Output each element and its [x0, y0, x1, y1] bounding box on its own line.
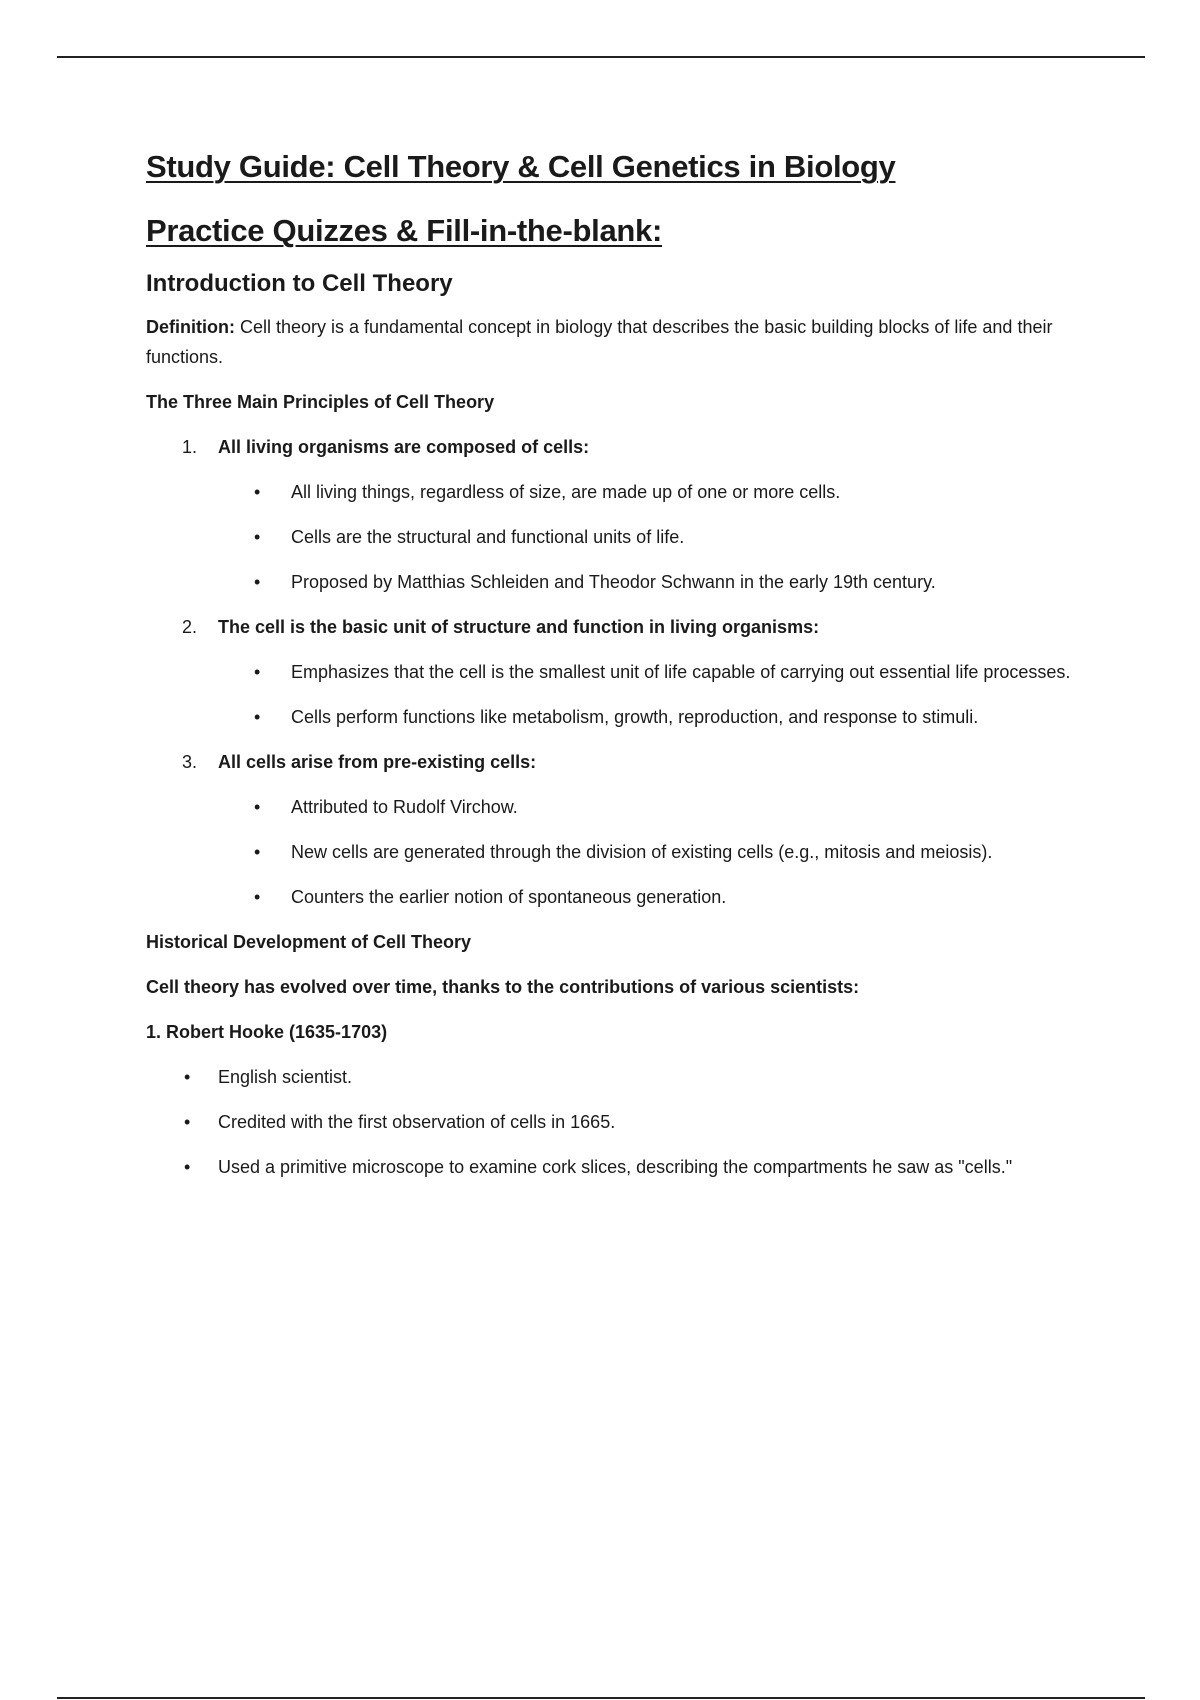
bullet-icon: •: [254, 482, 261, 502]
bullet-icon: •: [254, 797, 261, 817]
principle-title: The cell is the basic unit of structure and function in living organisms:: [218, 617, 820, 637]
definition-paragraph: [146, 312, 1086, 372]
principle-title: All living organisms are composed of cells:: [218, 437, 590, 457]
document-title: Study Guide: Cell Theory & Cell Genetics in Biology: [146, 149, 896, 184]
definition-text: Cell theory is a fundamental concept in biology that describes the basic building blocks of life and their functions.: [146, 317, 1053, 367]
history-intro: Cell theory has evolved over time, thanks to the contributions of various scientists:: [146, 977, 860, 997]
bullet-icon: •: [254, 662, 261, 682]
list-item: [146, 657, 1086, 687]
principle-item: [146, 432, 1086, 462]
list-item: [146, 702, 1086, 732]
principles-heading: The Three Main Principles of Cell Theory: [146, 392, 495, 412]
principle-title: All cells arise from pre-existing cells:: [218, 752, 537, 772]
list-item: [146, 792, 1086, 822]
list-item: [146, 1062, 1086, 1092]
principle-number: 3.: [182, 752, 198, 772]
bullet-icon: •: [184, 1067, 191, 1087]
history-heading: Historical Development of Cell Theory: [146, 932, 472, 952]
scientist-bullets: [146, 1062, 1086, 1182]
list-item: [146, 522, 1086, 552]
principle-item: [146, 612, 1086, 642]
bullet-icon: •: [254, 527, 261, 547]
list-item: [146, 1107, 1086, 1137]
bullet-icon: •: [254, 842, 261, 862]
bullet-text: Emphasizes that the cell is the smallest unit of life capable of carrying out essential life processes.: [291, 662, 1071, 682]
bullet-text: All living things, regardless of size, are made up of one or more cells.: [291, 482, 841, 502]
document-subtitle: Practice Quizzes & Fill-in-the-blank:: [146, 213, 662, 248]
bullet-icon: •: [254, 887, 261, 907]
bullet-text: Used a primitive microscope to examine cork slices, describing the compartments he saw as "cells.": [218, 1157, 1013, 1177]
list-item: [146, 1152, 1086, 1182]
definition-label: Definition:: [146, 317, 235, 337]
list-item: [146, 477, 1086, 507]
bullet-text: English scientist.: [218, 1067, 353, 1087]
principle-number: 2.: [182, 617, 198, 637]
principle-item: [146, 747, 1086, 777]
principle-bullets: [146, 792, 1086, 912]
bullet-text: New cells are generated through the division of existing cells (e.g., mitosis and meiosis).: [291, 842, 993, 862]
principle-number: 1.: [182, 437, 198, 457]
bullet-text: Counters the earlier notion of spontaneous generation.: [291, 887, 727, 907]
bullet-icon: •: [254, 572, 261, 592]
bullet-text: Credited with the first observation of cells in 1665.: [218, 1112, 616, 1132]
list-item: [146, 882, 1086, 912]
principle-bullets: [146, 657, 1086, 732]
bullet-icon: •: [254, 707, 261, 727]
top-rule: [57, 56, 1145, 58]
bullet-text: Attributed to Rudolf Virchow.: [291, 797, 518, 817]
bullet-text: Cells perform functions like metabolism, growth, reproduction, and response to stimuli.: [291, 707, 979, 727]
bottom-rule: [57, 1697, 1145, 1699]
list-item: [146, 837, 1086, 867]
principle-bullets: [146, 477, 1086, 597]
bullet-text: Proposed by Matthias Schleiden and Theodor Schwann in the early 19th century.: [291, 572, 936, 592]
bullet-text: Cells are the structural and functional units of life.: [291, 527, 685, 547]
list-item: [146, 567, 1086, 597]
bullet-icon: •: [184, 1112, 191, 1132]
section-heading: Introduction to Cell Theory: [146, 270, 453, 297]
scientist-heading: 1. Robert Hooke (1635-1703): [146, 1022, 388, 1042]
document-body: [146, 146, 1086, 1197]
bullet-icon: •: [184, 1157, 191, 1177]
